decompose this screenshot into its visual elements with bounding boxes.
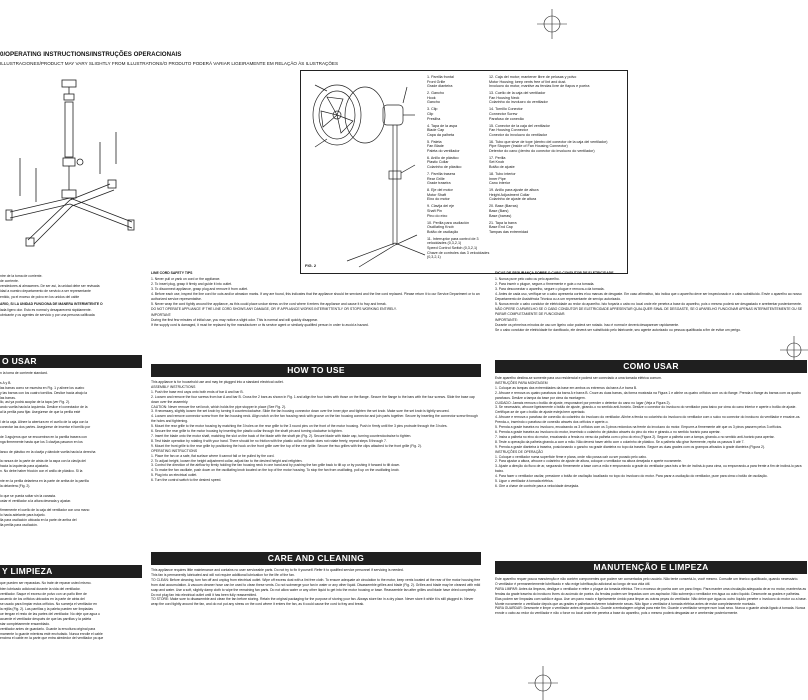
portuguese-safety: [495, 271, 807, 363]
english-care: [151, 568, 481, 660]
section-heading-care-and-cleaning: CARE AND CLEANING: [151, 552, 481, 565]
part-item: 5. Paleta Fan Blade Paleta do ventilador: [427, 139, 460, 153]
part-item: 19. Anillo para ajuste de altura Height Adjustment Collar Colarinho de ajuste de altura: [489, 188, 539, 202]
parts-list-left-items: [427, 75, 491, 262]
part-item: 16. Tubo que sirve de tope (dentro del conector de la caja del ventilador) Pipe Stopper (Inside of Fan Housing Connector) Detentor do cano (dentro do conector do involucro do ventilador): [489, 139, 608, 153]
part-item: 15. Conector de la caja del ventilador Fan Housing Connector Conector do involucro do ventilador: [489, 123, 550, 137]
english-important: IMPORTANT: During the first few minutes of initial use, you may notice a slight odor. This is normal and will quickly disappear. If the supply cord is damaged, it must be replaced by the manufacturer or its service agent or similarly qualified person in order to avoid a hazard.: [151, 313, 369, 328]
spanish-care: [0, 581, 142, 700]
part-item: 13. Cuello de la caja del ventilador Fan Housing Neck Colarinho do involucro do ventilador: [489, 91, 548, 105]
part-item: 9. Clavija del eje Shaft Pin Pino do eixo: [427, 204, 455, 218]
english-safety-text: 1. Never pull or yank on cord or the appliance. 2. To insert plug, grasp it firmly and guide it into outlet. 3. To disconnect appliance, grasp plug and remove it from outlet. 4. Before each use, inspect the line cord for cuts and/or abrasion marks. If any are found, this indicates that the appliance should be serviced and the line cord replaced. Please return it to our Service Department or to an authorized service representative. 5. Never wrap the cord tightly around the appliance, as this could place undue stress on the cord where it enters the appliance and cause it to fray and break. DO NOT OPERATE APPLIANCE IF THE LINE CORD SHOWS ANY DAMAGE, OR IF APPLIANCE WORKS INTERMITTENTLY OR STOPS WORKING ENTIRELY.: [151, 277, 480, 311]
portuguese-care: [495, 577, 807, 677]
spanish-warning: ARIO, SI LA UNIDAD FUNCIONA DE MANERA INTERMITENTE O: [0, 301, 103, 306]
spanish-care-text: bien lubricado adicional durante la vida del ventilador. ventilador. Saque el exceso de polvo con un paño libre de acuerdo de los orificios ubicados en la parte de atrás del se usado para limpiar estos orificios. No sumerja el ventilador en la rejilla (Fig. 2). Las parrillas y la paleta pueden ser limpiadas ue tengan el resto de las partes del ventilador. No deje que agua u acuerde el ventilador después de que las parrillas y la paleta star completamente ensamblado. ventilador antes de guardarlo. Guarde la envoltura original para mamente lo guarde mientras esté enchufado. Nunca enrolle el cable encima el cable en la parte que entra alrededor del ventilador ya que: [0, 587, 104, 641]
section-heading-how-to-use: HOW TO USE: [151, 364, 481, 377]
spanish-how-to-use: [0, 371, 142, 559]
page-title: 0/OPERATING INSTRUCTIONS/INSTRUÇÕES OPERACIONAIS: [0, 51, 182, 58]
part-item: 6. Anillo de plástico Plastic Collar Colarinho de plástico: [427, 155, 462, 170]
fan-stand-illustration: [0, 72, 140, 250]
english-safety: [151, 271, 481, 363]
part-item: 20. Base (Barras) Base (Bars) Base (barras): [489, 204, 518, 218]
part-item: 18. Tubo interior Inner Pipe Cano interior: [489, 172, 516, 186]
portuguese-important: IMPORTANTE: Durante os primeiros minutos de uso um ligeiro odor poderá ser notado. Isso é normal e deverá desaparecer rapidamente. Se o cabo condutor de eletricidade for danificado, ele deverá ser substituído pelo fabricante, seu agente autorizado ou pessoa qualificada a fim de evitar um perigo.: [495, 318, 741, 332]
part-item: 11. Interruptor para control de 3 velocidades (0,3,2,1) Speed Control Switch (0,3,2,1) Chave de controles das 3 velocidades (0,3,2,1): [427, 236, 490, 260]
portuguese-safety-title: DICAS DE SEGURANÇA SOBRE O CABO CONDUTOR DE ELETRICIDADE: [495, 271, 614, 275]
portuguese-care-text: Este aparelho requer pouca manutenção e não contém componentes que podem ser consertados pelo usuário. Não tente consertá-lo, você mesmo. Consulte um técnico qualificado, quando necessário. O ventilador é permanentemente lubrificado e não exige lubrificação adicional ao longo de sua vida útil. PARA LIMPAR: Antes da limpeza, desligue o ventilador e retire o plugue da tomada elétrica. Tire o excesso de poeira com um pano limpo. Para manter uma circulação adequada de ar no motor, mantenha as fendas da grade traseira do involucro livres do acúmulo de poeira. As fendas podem ser limpadas com um aspirador. Não submerja o ventilador em água ou outro líquido. Desmonte as grades e palhetas. Elas podem ser limpadas com sabão e água. Use um pano macio e ligeiramente úmido para limpar as outras peças do ventilador. Não deixe que água ou outro líquido penetre o involucro do motor ou a base. Monte novamente o ventilador depois que as grades e palhetas estiverem totalmente secas. Não ligue o ventilador à tomada elétrica antes de estar completamente montado. PARA GUARDAR: Desmonte e limpe o ventilador antes de guardá-lo. Guarde a embalagem original para este fim. Guarde o ventilador sempre num local seco. Nunca o guarde ainda ligado à tomada. Nunca enrole o cabo ao redor do ventilador e não o force no local onde ele penetra a base do aparelho, pois o mesmo poderá desgastar-se e arrebentar posteriormente.: [495, 577, 807, 616]
spanish-care-intro: que pueden ser reparadas. No trate de reparar usted mismo.: [0, 581, 92, 585]
part-item: 8. Eje del motor Motor Shaft Eixo do motor: [427, 188, 453, 202]
figure-label: FIG. 2: [305, 263, 317, 268]
page-subtitle: ILLUSTRACIONES/PRODUCT MAY VARY SLIGHTLY FROM ILLUSTRATIONS/O PRODUTO PODERÁ VARIAR LIGEIRAMENTE EM RELAÇÃO ÀS ILUSTRAÇÕES: [0, 61, 339, 66]
section-heading-manutencao: MANUTENÇÃO E LIMPEZA: [495, 561, 807, 574]
portuguese-safety-text: 1. Nunca puxe pelo cabo ou pelo aparelho. 2. Para inserir o plugue, segure-o firmemente e guie-o na tomada. 3. Para desconectar o aparelho, segure o plugue e remova-o da tomada. 4. Antes de cada uso, verifique se o cabo apresenta cortes e/ou marcas de desgaste. Em caso afirmativo, isto indica que o aparelho deve ser inspecionado e o cabo substituído. Envie o aparelho ao nosso Departamento de Assistência Técnica ou a um representante de serviço autorizado. 5. Nunca enrole o cabo condutor de eletricidade ao redor do aparelho. Isto forçaria o cabo no local onde ele penetra a base do aparelho, pois o mesmo poderá ser desgastado e arrebentar posteriormente. NÃO OPERE O APARELHO SE O CABO CONDUTOR DE ELETRICIDADE APRESENTAR QUALQUER SINAL DE DESGASTE, SE O APARELHO FUNCIONAR APENAS INTERMITENTEMENTE OU SE PARAR COMPLETAMENTE DE FUNCIONAR.: [495, 277, 803, 316]
english-use-text: This appliance is for household use and may be plugged into a standard electrical outlet. ASSEMBLY INSTRUCTIONS 1. Push the base end caps onto both ends of bar A and bar B. 2. Loosen and remove the four screws from bar A and bar B. Cross the 2 bars as shown in Fig. 1 and align the four holes with those on the flange. Secure the flange to the bars with the four screws. Slide the base cap down over the assembly. CAUTION: Never remove the set knob, which holds the pipe stopper in place (See Fig. 2). 3. If necessary, slightly loosen the set knob by turning it counterclockwise. Slide the fan housing connector down over the inner pipe and tighten the set knob. Make sure the set knob is tightly secured. 4. Loosen and remove connector screw from the fan housing neck. Align notch on the fan housing neck with groove on the fan housing connector and join parts together. Secure by inserting the connector screw through the holes and tightening. 5. Mount the rear grille to the motor housing by matching the 3 holes on the rear grille to the 3 round pins on the front of the motor housing. Push in firmly until the 3 pins protrude through the 3 holes. 6. Secure the rear grille to the motor housing by inserting the plastic collar through the shaft pin and turning clockwise to tighten. 7. Insert the blade onto the motor shaft, matching the slot on the back of the blade with the shaft pin (Fig. 2). Secure blade with blade cap, turning counterclockwise to tighten. 8. Test blade operation by rotating it with your hand. There should be no friction with the plastic collar. If blade does not rotate freely, repeat steps 5 through 7. 9. Mount the front grille to the rear grille by positioning the hook on the front grille over the top of the rear grille. Secure the two grilles with the clips attached to the front grille (Fig. 2). OPERATING INSTRUCTIONS 1. Place the fan on a safe, flat surface where it cannot fall or be pulled by the cord. 2. To adjust height, loosen the height adjustment collar, adjust fan to the desired height and retighten. 3. Control the direction of the airflow by firmly holding the fan housing neck in one hand and by pushing the fan grille back to tilt up or by pushing it forward to tilt down. 4. To make the fan oscillate, push down on the oscillating knob located on the top of the motor housing. To stop the fan from oscillating, pull up on the oscillating knob. 5. Plug into an electrical outlet. 6. Turn the control switch to the desired speed.: [151, 380, 478, 483]
part-item: 2. Gancho Hook Gancho: [427, 91, 445, 105]
part-item: 21. Tapa la barra Base End Cap Tampas das extremidad: [489, 220, 529, 234]
portuguese-how-to-use: [495, 376, 807, 550]
portuguese-use-text: Este aparelho destina-se somente para uso residencial e poderá ser conectado a uma tomada elétrica comum. INSTRUÇÕES PARA MONTAGEM 1. Coloque as tampas das extremidades da base em ambos os extremos da barra A e barra B. 2. Afrouxe e remova os quatro parafusos da barra A e barra B. Cruze as duas barras, da forma mostrada na Figura 1 e alinhe os quatro orifícios com os do flange. Prenda o flange às barras com os quatro parafusos. Deslize a tampa da base por cima da montagem. CUIDADO: Jamais remova o botão de ajuste, responsável por prender o detentor do cano no lugar (Veja a Figura 2). 3. Se necessário, afrouxe ligeiramente o botão de ajuste, girando-o no sentido anti-horário. Deslize o conector do involucro do ventilador para baixo por cima do cano interior e aperte o botão de ajuste. Certifique-se de que o botão de ajuste esteja bem apertado. 4. Afrouxe e remova o parafuso de conexão do colarinho do involucro do ventilador. Alinhe a fenda no colarinho do involucro do ventilador com o sulco no conector do involucro do ventilador e encaixe-os. Prenda-o, inserindo o parafuso de conexão através dos orifícios e aperte-o. 5. Prenda a grade traseira no involucro, encaixando os 3 orifícios com os 3 pinos redondos na frente do involucro do motor. Empurre-a firmemente até que os 3 pinos passem pelos 3 orifícios. 6. Prenda a grade traseira ao involucro do motor, inserindo o colarinho de plástico através do pino do eixo e girando-o no sentido horário para apertar. 7. Insira a palheta no eixo do motor, encaixando a fenda no verso da palheta com o pino do eixo (Figura 2). Segure a palheta com a tampa, girando-o no sentido anti-horário para apertar. 8. Teste a operação da palheta girando-a com a mão. Não deverá haver atrito com o colarinho de plástico. Se a palheta não girar livremente, repita os passos 5 até 7. 9. Prenda a grade dianteira à traseira, posicionando o gancho na grade dianteira no topo da traseira. Segure as duas grades com os grampos afixados à grade dianteira (Figura 2). INSTRUÇÕES DE OPERAÇÃO 1. Coloque o ventilador numa superfície firme e plana, onde não possa cair ou ser puxado pelo cabo. 2. Para ajustar a altura, afrouxe o colarinho de ajuste de altura, coloque o ventilador na altura desejada e aperte novamente. 3. Ajuste a direção do fluxo de ar, segurando firmemente a base com a mão e empurrando a grade do ventilador para trás a fim de incliná-lo para cima, ou empurrando-a para frente a fim de incliná-lo para baixo. 4. Para fazer o ventilador oscilar, pressione o botão de oscilação localizado no topo do involucro do motor. Para parar a oscilação do ventilador, puxe para cima o botão de oscilação. 5. Ligue o ventilador à tomada elétrica. 6. Gire a chave de controle para a velocidade desejada.: [495, 376, 802, 488]
section-heading-como-usar-es: O USAR: [0, 355, 142, 368]
english-safety-title: LINE CORD SAFETY TIPS: [151, 271, 193, 275]
parts-list-right-items: [489, 75, 623, 237]
english-care-text: This appliance requires little maintenance and contains no user serviceable parts. Do not try to fix it yourself. Refer it to qualified service personnel if servicing is needed. This fan is permanently lubricated and will not require additional lubrication for the life of the fan. TO CLEAN: Before cleaning, turn fan off and unplug from electrical outlet. Wipe off excess dust with a lint free cloth. To ensure adequate air circulation to the motor, keep vents located at the rear of the motor housing free from dust accumulation. A vacuum cleaner hose can be used to clean these vents. Do not submerge your fan in water or any other liquid. Disassemble grilles and blade (Fig. 2). Grilles and blade may be cleaned with mild soap and water. Use a soft, slightly damp cloth to wipe the remaining fan parts. Do not allow water or any other liquid to get into the motor housing or base. Reassemble fan after grilles and blade have dried completely. Do not plug fan into electrical outlet until it has been fully reassembled. TO STORE: Make sure to disassemble and clean the fan before storing. Retain the original packaging for the purpose of storing your fan. Always store fan in a dry place. Never store it while it is still plugged in. Never wrap the cord tightly around the fan, and do not put any stress on the cord where it enters the fan, as it could cause the cord to fray and break.: [151, 568, 481, 607]
registration-mark-top: [537, 9, 567, 39]
part-item: 10. Perilla para oscilación Oscillating Knob Botão de oscilação: [427, 220, 470, 234]
parts-diagram: [300, 70, 628, 274]
english-how-to-use: [151, 380, 481, 543]
part-item: 1. Parrilla frontal Front Grille Grade dianteira: [427, 75, 454, 89]
fan-head-illustration: [307, 75, 427, 271]
part-item: 17. Perilla Set Knob Botão de ajuste: [489, 155, 515, 170]
section-heading-limpieza-es: Y LIMPIEZA: [0, 565, 142, 578]
section-heading-como-usar-pt: COMO USAR: [495, 360, 807, 373]
spanish-safety-note: entido, ya el exceso de polvo en los unidos del cable: [0, 295, 80, 300]
part-item: 12. Caja del motor; mantener libre de pelusas y polvo Motor Housing; keep vents free of lint and dust. Involucro do motor, mantive as fendas livre de fiapos e poeira: [489, 75, 590, 89]
spanish-use-text: n la toma de corriente standard. s A y B. las barras como se muestra en Fig. 1 y alinee los cuatro y las barras con los cuatro tornillos. Deslice hacia abajo la las barras. llo, asi ya podrá acoplar de la tapa (ver Fig. 2). ando vuelta hacia la izquierda. Deslice el conectador de la al la perilla para fijar. Asegúrese de que la perilla esté l de la caja. Alinee la abertura en el cuello de la caja con la conectar las dos partes. Asegúrese de insertar el tornillo por de 3 agujeros que se encuentran en la parrilla trasera con nga firmemente hasta que los 3 clavijas pasaron en los lanco de plástico en la clavija y dándole vuelta hacia la derecha la ranura de la parte de atrás de la aspa con la clavija del hacia la izquierda para ajustarla. n. No debe haber fricción con el anillo de plástico. Si la nte en la perilla delantera en la parte de arriba de la parrilla la delantera (Fig. 2). lo que se pueda soltar sin la canasta. ustar el ventilador a la altura deseada y ajustar. firmemente el cuello de la caja del ventilador con una mano lo hacia adelante para bajarlo. lla para oscilación ubicada en la parte de arriba del lla perilla para oscilación.: [0, 371, 96, 528]
part-item: 4. Tapa de la aspa Blade Cap Capa da palheta: [427, 123, 458, 137]
part-item: 7. Parrilla trasera Rear Grille Grade traseira: [427, 172, 456, 186]
spanish-important: iada ligero olor. Esto es normal y desaparecerá rápidamente. ubricante y os agentes de servicio y por una persona calificada: [0, 307, 95, 317]
part-item: 14. Tornillo Conector Connector Screw Parafuso de conexão: [489, 107, 524, 121]
spanish-safety-text: ntre de la toma de corriente. de corriente. vendedores al almacenes. De ser así, la unidad debe ser revisada idad a nuestro departamento de servicio a ser representante: [0, 274, 100, 293]
part-item: 3. Clip Clip Presilha: [427, 107, 441, 121]
